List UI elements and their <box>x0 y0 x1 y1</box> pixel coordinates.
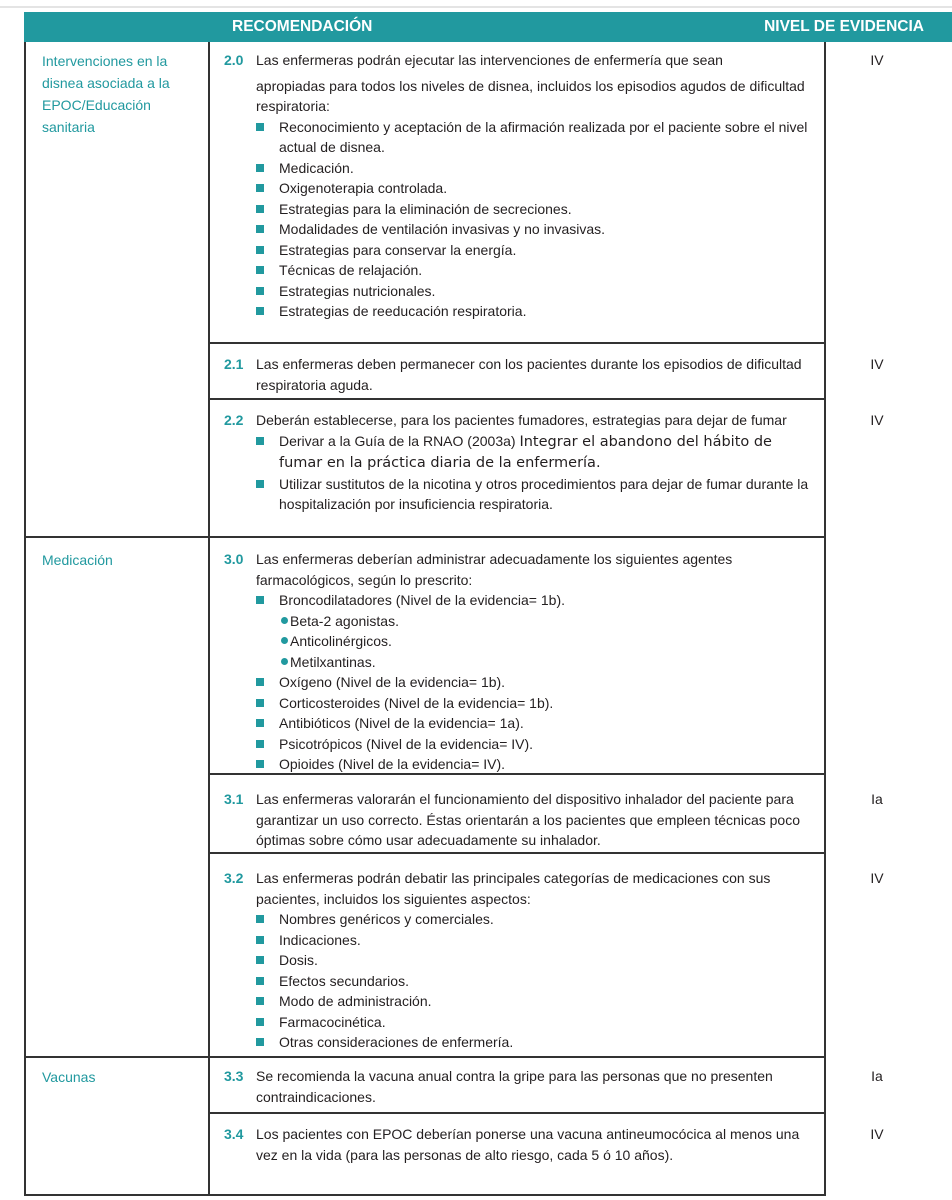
bullet-list <box>224 117 814 322</box>
row-divider <box>208 852 825 854</box>
list-item: Estrategias de reeducación respiratoria. <box>279 301 814 322</box>
list-item <box>279 590 814 672</box>
recommendation-3-2 <box>224 868 814 1053</box>
recommendation-text: Las enfermeras deberían administrar adecuadamente los siguientes agentes farmacológicos, según lo prescrito: <box>256 551 733 588</box>
topic-vacunas: Vacunas <box>42 1069 96 1085</box>
list-item: Estrategias para la eliminación de secreciones. <box>279 199 814 220</box>
evidence-level: IV <box>870 412 884 428</box>
header-nivel-evidencia: NIVEL DE EVIDENCIA <box>764 18 924 35</box>
column-divider-level <box>824 42 826 1196</box>
recommendation-2-1 <box>224 354 814 395</box>
sub-list <box>279 611 814 673</box>
header-recomendacion: RECOMENDACIÓN <box>232 18 373 35</box>
guide-title: Integrar el abandono del hábito de fumar en la práctica diaria de la enfermería. <box>279 433 772 471</box>
recommendation-number: 3.1 <box>224 791 244 807</box>
table-header <box>24 12 952 42</box>
table-border-bottom <box>24 1194 825 1196</box>
row-divider <box>208 342 825 344</box>
recommendation-text: Las enfermeras deben permanecer con los pacientes durante los episodios de dificultad respiratoria aguda. <box>256 356 802 393</box>
evidence-level: IV <box>870 356 884 372</box>
list-item: Técnicas de relajación. <box>279 260 814 281</box>
evidence-level: Ia <box>871 1068 883 1084</box>
list-item: Utilizar sustitutos de la nicotina y otros procedimientos para dejar de fumar durante la hospitalización por insuficiencia respiratoria. <box>279 474 814 515</box>
list-item: Psicotrópicos (Nivel de la evidencia= IV). <box>279 734 814 755</box>
list-item: Modalidades de ventilación invasivas y no invasivas. <box>279 219 814 240</box>
recommendation-number: 3.0 <box>224 551 244 567</box>
bullet-list <box>224 909 814 1053</box>
list-item: Antibióticos (Nivel de la evidencia= 1a). <box>279 713 814 734</box>
list-item: Dosis. <box>279 950 814 971</box>
list-item: Efectos secundarios. <box>279 971 814 992</box>
list-item: Corticosteroides (Nivel de la evidencia= 1b). <box>279 693 814 714</box>
list-item <box>279 431 814 474</box>
evidence-level: Ia <box>871 791 883 807</box>
evidence-level: IV <box>870 52 884 68</box>
list-item: Farmacocinética. <box>279 1012 814 1033</box>
sub-list-item: Anticolinérgicos. <box>290 631 814 652</box>
recommendation-number: 3.3 <box>224 1068 244 1084</box>
list-item-label: Broncodilatadores (Nivel de la evidencia= 1b). <box>279 592 565 608</box>
recommendation-2-0 <box>224 50 814 322</box>
table-border-left <box>24 42 26 1196</box>
topic-disnea: Intervenciones en la disnea asociada a la EPOC/Educación sanitaria <box>42 53 170 135</box>
recommendation-number: 3.4 <box>224 1126 244 1142</box>
recommendation-text: Las enfermeras podrán debatir las principales categorías de medicaciones con sus pacientes, incluidos los siguientes aspectos: <box>256 870 771 907</box>
section-divider <box>24 536 825 538</box>
recommendation-text: Los pacientes con EPOC deberían ponerse una vacuna antineumocócica al menos una vez en la vida (para las personas de alto riesgo, cada 5 ó 10 años). <box>256 1126 800 1163</box>
sub-list-item: Beta-2 agonistas. <box>290 611 814 632</box>
recommendation-3-1 <box>224 789 814 851</box>
list-item: Indicaciones. <box>279 930 814 951</box>
recommendation-text: Deberán establecerse, para los pacientes fumadores, estrategias para dejar de fumar <box>256 412 787 428</box>
list-item: Nombres genéricos y comerciales. <box>279 909 814 930</box>
list-item: Oxígeno (Nivel de la evidencia= 1b). <box>279 672 814 693</box>
recommendation-2-2 <box>224 410 814 515</box>
topic-medicacion: Medicación <box>42 552 113 568</box>
list-item: Reconocimiento y aceptación de la afirmación realizada por el paciente sobre el nivel actual de disnea. <box>279 117 814 158</box>
recommendation-3-4 <box>224 1124 814 1165</box>
recommendation-text: Las enfermeras podrán ejecutar las intervenciones de enfermería que sean <box>256 52 723 68</box>
recommendation-number: 2.2 <box>224 412 244 428</box>
row-divider <box>208 398 825 400</box>
list-item: Estrategias nutricionales. <box>279 281 814 302</box>
bullet-list <box>224 431 814 515</box>
recommendation-text: apropiadas para todos los niveles de disnea, incluidos los episodios agudos de dificultad respiratoria: <box>256 77 805 114</box>
column-divider-topic <box>208 42 210 1196</box>
recommendation-number: 3.2 <box>224 870 244 886</box>
recommendation-text: Las enfermeras valorarán el funcionamiento del dispositivo inhalador del paciente para garantizar un uso correcto. Éstas orientarán a los pacientes que empleen técnicas poco óptimas sobre cómo usar adecuadamente su inhalador. <box>256 791 800 848</box>
section-divider <box>24 1056 825 1058</box>
recommendation-3-3 <box>224 1066 814 1107</box>
top-divider <box>0 6 952 8</box>
recommendation-text: Se recomienda la vacuna anual contra la gripe para las personas que no presenten contraindicaciones. <box>256 1068 773 1105</box>
recommendation-number: 2.1 <box>224 356 244 372</box>
recommendation-3-0 <box>224 549 814 775</box>
recommendation-table <box>24 42 952 1196</box>
row-divider <box>208 1112 825 1114</box>
sub-list-item: Metilxantinas. <box>290 652 814 673</box>
bullet-list <box>224 590 814 775</box>
guide-reference: Derivar a la Guía de la RNAO (2003a) <box>279 432 520 449</box>
list-item: Opioides (Nivel de la evidencia= IV). <box>279 754 814 775</box>
evidence-level: IV <box>870 870 884 886</box>
list-item: Modo de administración. <box>279 991 814 1012</box>
list-item: Estrategias para conservar la energía. <box>279 240 814 261</box>
list-item: Otras consideraciones de enfermería. <box>279 1032 814 1053</box>
recommendation-number: 2.0 <box>224 52 244 68</box>
evidence-level: IV <box>870 1126 884 1142</box>
list-item: Oxigenoterapia controlada. <box>279 178 814 199</box>
list-item: Medicación. <box>279 158 814 179</box>
